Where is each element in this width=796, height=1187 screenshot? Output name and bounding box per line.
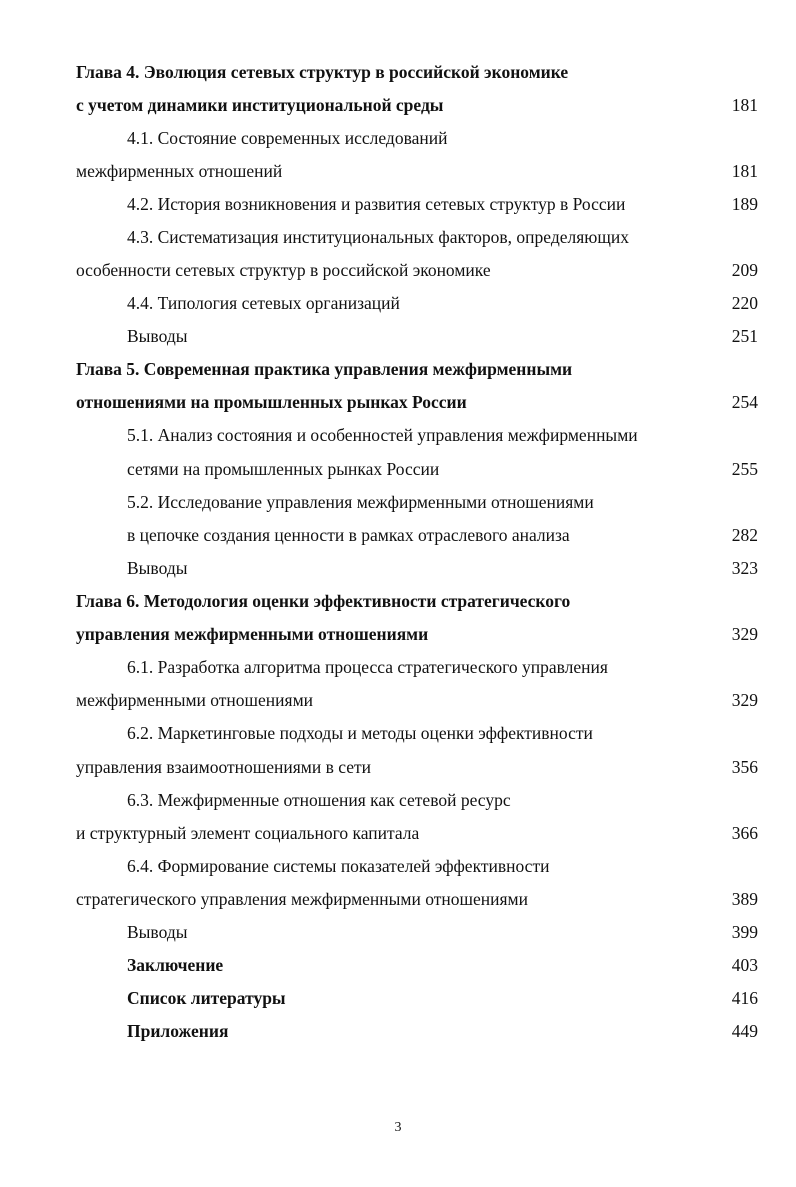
toc-page-number: 181	[731, 95, 758, 115]
toc-section-6-1-cont: межфирменными отношениями	[76, 690, 314, 710]
toc-page-number: 329	[731, 690, 758, 710]
toc-page-number: 416	[731, 988, 758, 1008]
toc-section-6-4-cont: стратегического управления межфирменными отношениями	[76, 889, 528, 909]
toc-section-5-2: 5.2. Исследование управления межфирменными отношениями	[127, 492, 594, 512]
toc-page-number: 366	[731, 823, 758, 843]
toc-page-number: 220	[731, 293, 758, 313]
toc-chapter-4-title-cont: с учетом динамики институциональной среды	[76, 95, 444, 115]
toc-page-number: 255	[731, 459, 758, 479]
toc-chapter-4-title: Глава 4. Эволюция сетевых структур в российской экономике	[76, 62, 569, 82]
toc-conclusion: Заключение	[127, 955, 224, 975]
toc-page-number: 251	[731, 326, 758, 346]
toc-chapter-5-title-cont: отношениями на промышленных рынках России	[76, 392, 467, 412]
toc-appendices: Приложения	[127, 1021, 229, 1041]
toc-page-number: 399	[731, 922, 758, 942]
toc-bibliography: Список литературы	[127, 988, 286, 1008]
toc-page-number: 449	[731, 1021, 758, 1041]
toc-section-6-2-cont: управления взаимоотношениями в сети	[76, 757, 371, 777]
toc-section-4-3: 4.3. Систематизация институциональных факторов, определяющих	[127, 227, 629, 247]
toc-page-number: 181	[731, 161, 758, 181]
toc-page-number: 356	[731, 757, 758, 777]
toc-page-number: 329	[731, 624, 758, 644]
toc-chapter-5-title: Глава 5. Современная практика управления межфирменными	[76, 359, 573, 379]
toc-section-5-1: 5.1. Анализ состояния и особенностей управления межфирменными	[127, 425, 638, 445]
toc-chapter-6-title-cont: управления межфирменными отношениями	[76, 624, 429, 644]
toc-conclusions-6: Выводы	[127, 922, 188, 942]
page-number: 3	[394, 1120, 402, 1135]
toc-page-number: 403	[731, 955, 758, 975]
toc-conclusions-4: Выводы	[127, 326, 188, 346]
toc-section-4-2: 4.2. История возникновения и развития сетевых структур в России	[127, 194, 626, 214]
toc-section-4-3-cont: особенности сетевых структур в российской экономике	[76, 260, 491, 280]
toc-section-5-2-cont: в цепочке создания ценности в рамках отраслевого анализа	[127, 525, 570, 545]
toc-section-6-3: 6.3. Межфирменные отношения как сетевой ресурс	[127, 790, 511, 810]
toc-conclusions-5: Выводы	[127, 558, 188, 578]
toc-page-number: 209	[731, 260, 758, 280]
toc-section-6-1: 6.1. Разработка алгоритма процесса стратегического управления	[127, 657, 608, 677]
toc-section-4-1-cont: межфирменных отношений	[76, 161, 283, 181]
toc-page-number: 389	[731, 889, 758, 909]
toc-section-6-4: 6.4. Формирование системы показателей эффективности	[127, 856, 550, 876]
toc-chapter-6-title: Глава 6. Методология оценки эффективности стратегического	[76, 591, 571, 611]
toc-page-number: 323	[731, 558, 758, 578]
toc-section-4-4: 4.4. Типология сетевых организаций	[127, 293, 400, 313]
toc-section-5-1-cont: сетями на промышленных рынках России	[127, 459, 440, 479]
toc-page-number: 189	[731, 194, 758, 214]
toc-section-6-2: 6.2. Маркетинговые подходы и методы оценки эффективности	[127, 723, 593, 743]
toc-page-number: 282	[731, 525, 758, 545]
toc-section-6-3-cont: и структурный элемент социального капитала	[76, 823, 420, 843]
toc-section-4-1: 4.1. Состояние современных исследований	[127, 128, 448, 148]
toc-page-number: 254	[731, 392, 758, 412]
